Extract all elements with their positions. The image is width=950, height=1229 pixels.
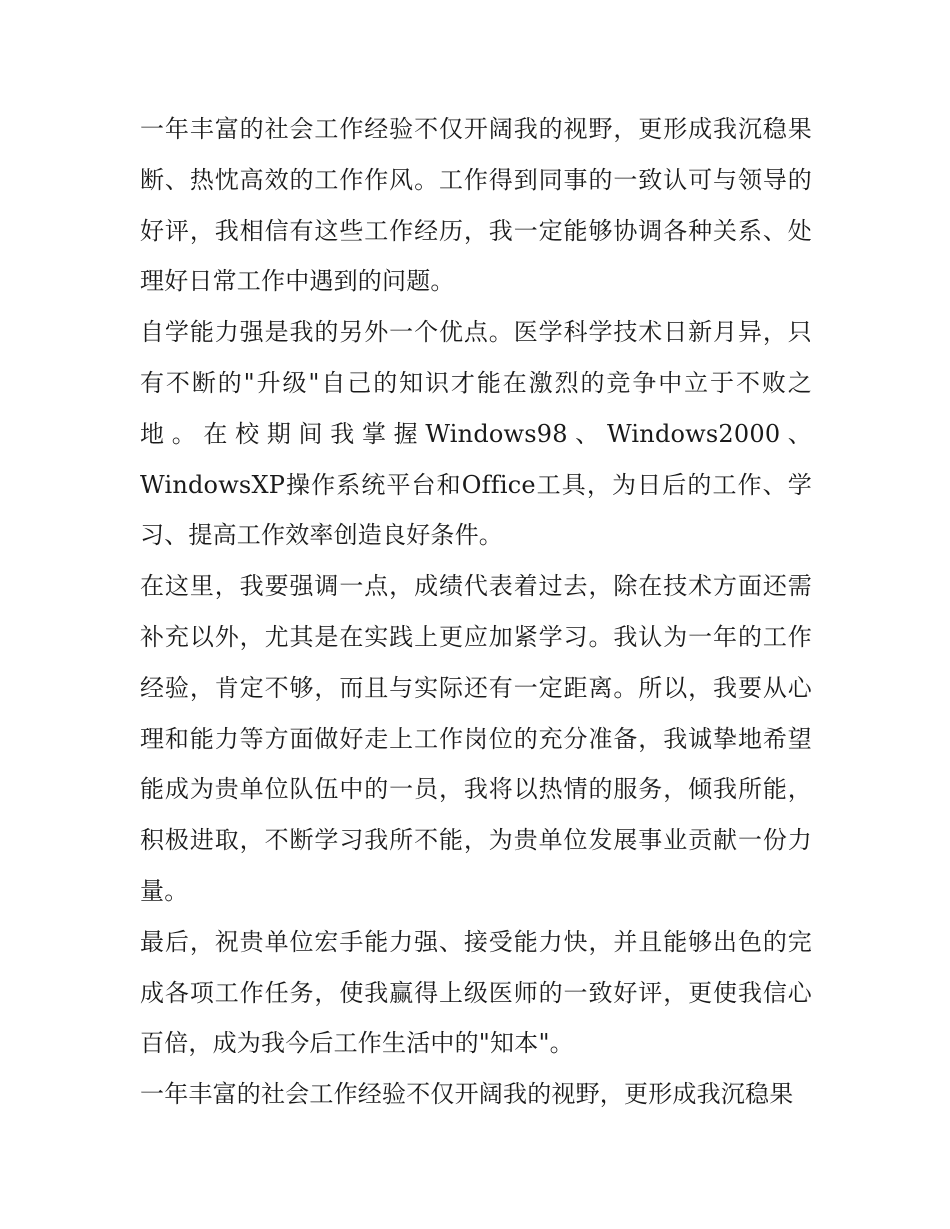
- document-body: [140, 104, 812, 1120]
- paragraph-self-learning: 自学能力强是我的另外一个优点。医学科学技术日新月异，只有不断的"升级"自己的知识才能在激烈的竞争中立于不败之地。在校期间我掌握Windows98、Windows2000、WindowsXP操作系统平台和Office工具，为日后的工作、学习、提高工作效率创造良好条件。: [140, 318, 812, 550]
- paragraph-repeated-start: 一年丰富的社会工作经验不仅开阔我的视野，更形成我沉稳果: [140, 1080, 794, 1109]
- paragraph-closing-wishes: 最后，祝贵单位宏手能力强、接受能力快，并且能够出色的完成各项工作任务，使我赢得上级医师的一致好评，更使我信心百倍，成为我今后工作生活中的"知本"。: [140, 927, 812, 1058]
- paragraph-work-experience: 一年丰富的社会工作经验不仅开阔我的视野，更形成我沉稳果断、热忱高效的工作作风。工作得到同事的一致认可与领导的好评，我相信有这些工作经历，我一定能够协调各种关系、处理好日常工作中遇到的问题。: [140, 115, 812, 296]
- paragraph-emphasis: 在这里，我要强调一点，成绩代表着过去，除在技术方面还需补充以外，尤其是在实践上更应加紧学习。我认为一年的工作经验，肯定不够，而且与实际还有一定距离。所以，我要从心理和能力等方面做好走上工作岗位的充分准备，我诚挚地希望能成为贵单位队伍中的一员，我将以热情的服务，倾我所能，积极进取，不断学习我所不能，为贵单位发展事业贡献一份力量。: [140, 572, 812, 905]
